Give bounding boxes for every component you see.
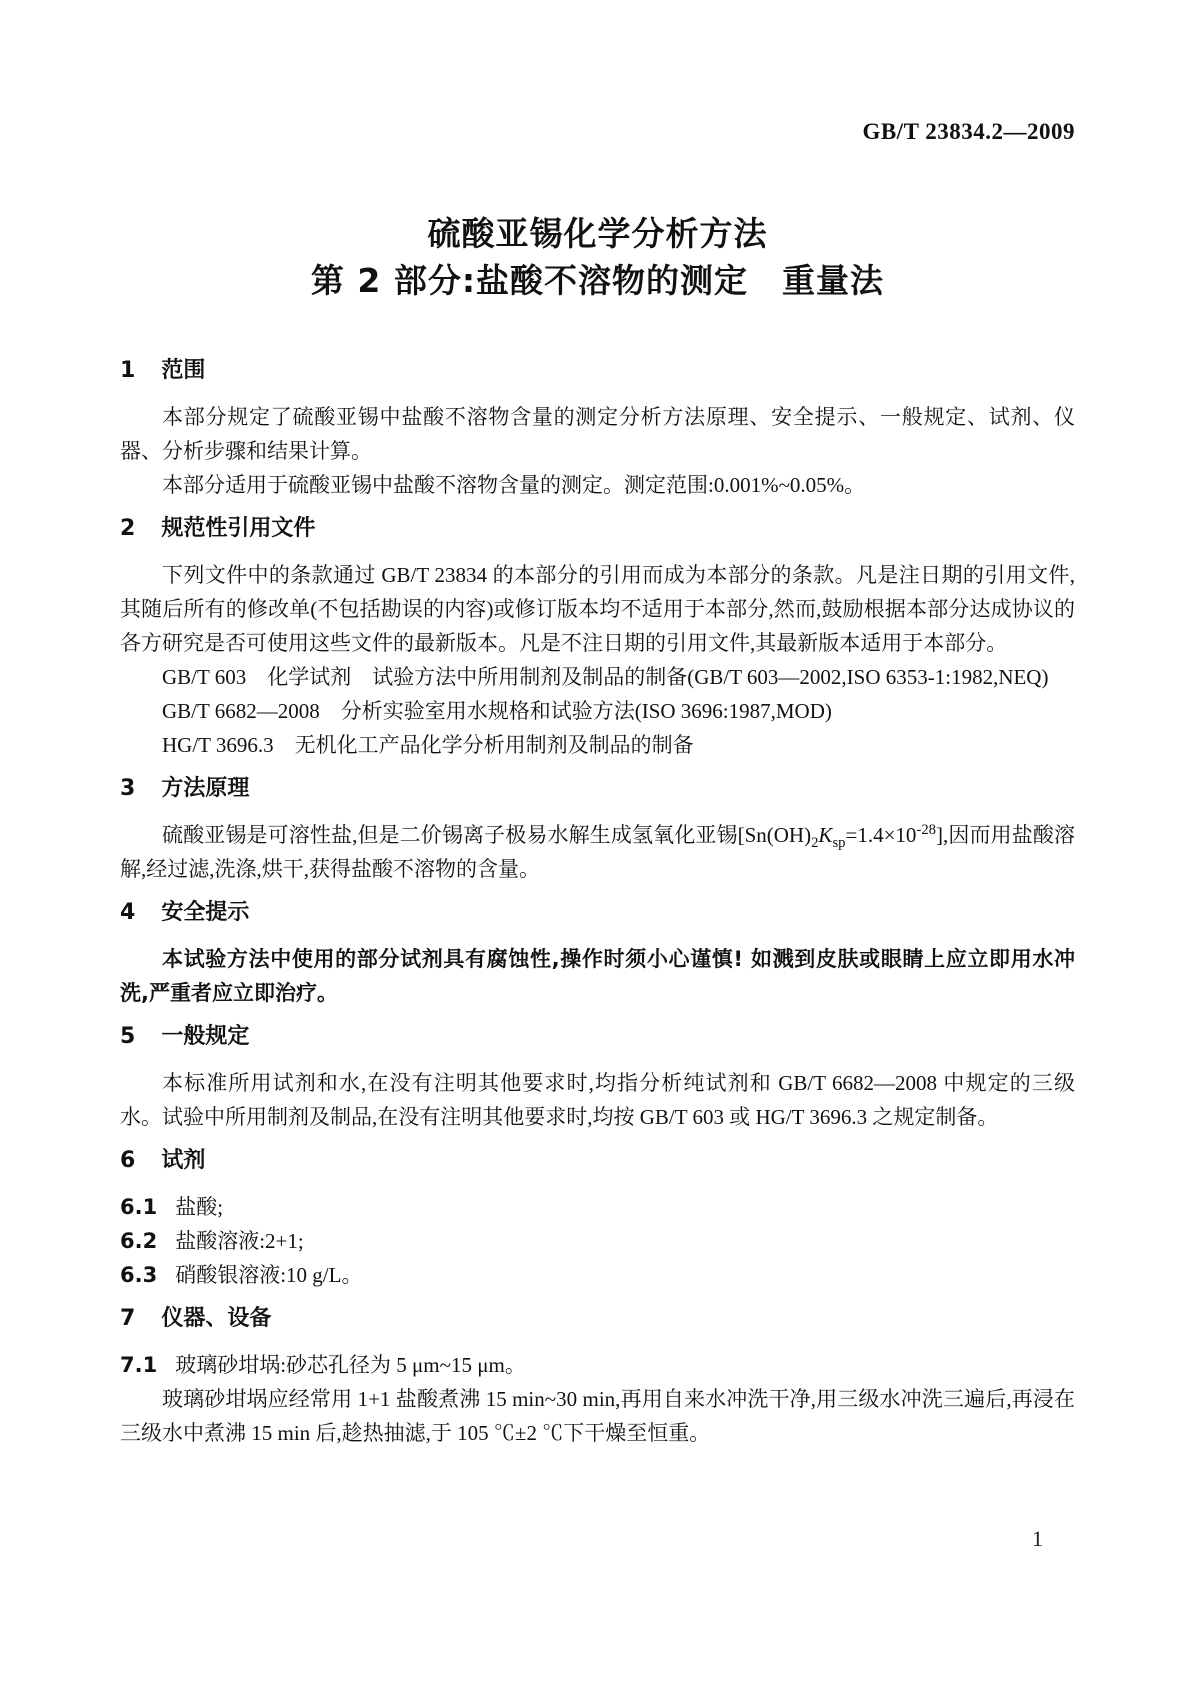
clause-6-3 (120, 1258, 1075, 1292)
clause-6-1 (120, 1190, 1075, 1224)
formula-prefix-text: 硫酸亚锡是可溶性盐,但是二价锡离子极易水解生成氢氧化亚锡[Sn(OH) (162, 823, 812, 847)
section-7-title: 仪器、设备 (161, 1306, 272, 1331)
section-1-number: 1 (120, 358, 136, 383)
formula-exponent: -28 (916, 822, 937, 838)
clause-7-1-text: 玻璃砂坩埚:砂芯孔径为 5 μm~15 μm。 (175, 1353, 526, 1377)
section-5-title: 一般规定 (161, 1024, 250, 1049)
section-7-paragraph-1: 玻璃砂坩埚应经常用 1+1 盐酸煮沸 15 min~30 min,再用自来水冲洗干净,用三级水冲洗三遍后,再浸在三级水中煮沸 15 min 后,趁热抽滤,于 105 ℃±2 ℃下干燥至恒重。 (120, 1387, 1075, 1445)
section-6-title: 试剂 (161, 1148, 206, 1173)
clause-6-1-number: 6.1 (120, 1195, 158, 1219)
formula-value-text: =1.4×10 (845, 823, 917, 847)
clause-6-1-text: 盐酸; (175, 1195, 224, 1219)
clause-6-3-number: 6.3 (120, 1263, 158, 1287)
clause-7-1 (120, 1348, 1075, 1382)
clause-6-2-number: 6.2 (120, 1229, 158, 1253)
section-5-paragraph-1: 本标准所用试剂和水,在没有注明其他要求时,均指分析纯试剂和 GB/T 6682—2008 中规定的三级水。试验中所用制剂及制品,在没有注明其他要求时,均按 GB/T 603 或 HG/T 3696.3 之规定制备。 (120, 1071, 1075, 1129)
section-6-heading (120, 1144, 1075, 1178)
section-7-number: 7 (120, 1306, 136, 1331)
formula-ksp-symbol: K (818, 823, 833, 847)
section-2-number: 2 (120, 516, 136, 541)
section-1-paragraph-1: 本部分规定了硫酸亚锡中盐酸不溶物含量的测定分析方法原理、安全提示、一般规定、试剂、仪器、分析步骤和结果计算。 (120, 405, 1075, 463)
section-3-number: 3 (120, 776, 136, 801)
clause-6-2-text: 盐酸溶液:2+1; (175, 1229, 304, 1253)
doc-title (120, 210, 1075, 304)
section-1-paragraph-2: 本部分适用于硫酸亚锡中盐酸不溶物含量的测定。测定范围:0.001%~0.05%。 (162, 473, 866, 497)
section-1-title: 范围 (161, 358, 206, 383)
section-4-heading (120, 896, 1075, 930)
section-5-heading (120, 1020, 1075, 1054)
formula-suffix-text: ],因而用盐酸溶解,经过滤,洗涤,烘干,获得盐酸不溶物的含量。 (120, 823, 1075, 881)
reference-entry-1: GB/T 603 化学试剂 试验方法中所用制剂及制品的制备(GB/T 603—2002,ISO 6353-1:1982,NEQ) (162, 665, 1049, 689)
section-7-heading (120, 1302, 1075, 1336)
section-1-heading (120, 354, 1075, 388)
section-3-paragraph-1 (120, 818, 1075, 886)
reference-entry-3: HG/T 3696.3 无机化工产品化学分析用制剂及制品的制备 (162, 733, 694, 757)
section-3-heading (120, 772, 1075, 806)
clause-7-1-number: 7.1 (120, 1353, 158, 1377)
section-3-title: 方法原理 (161, 776, 250, 801)
doc-title-line-2: 第 2 部分:盐酸不溶物的测定 重量法 (310, 261, 885, 300)
clause-6-2 (120, 1224, 1075, 1258)
section-2-paragraph-1: 下列文件中的条款通过 GB/T 23834 的本部分的引用而成为本部分的条款。凡是注日期的引用文件,其随后所有的修改单(不包括勘误的内容)或修订版本均不适用于本部分,然而,鼓励根据本部分达成协议的各方研究是否可使用这些文件的最新版本。凡是不注日期的引用文件,其最新版本适用于本部分。 (120, 563, 1075, 655)
section-6-number: 6 (120, 1148, 136, 1173)
doc-code: GB/T 23834.2—2009 (862, 119, 1075, 144)
formula-subscript-2: 2 (811, 835, 819, 852)
section-4-title: 安全提示 (161, 900, 250, 925)
reference-entry-2: GB/T 6682—2008 分析实验室用水规格和试验方法(ISO 3696:1987,MOD) (162, 699, 832, 723)
clause-6-3-text: 硝酸银溶液:10 g/L。 (175, 1263, 363, 1287)
page-number: 1 (1032, 1526, 1043, 1551)
section-4-number: 4 (120, 900, 136, 925)
section-5-number: 5 (120, 1024, 136, 1049)
section-2-title: 规范性引用文件 (161, 516, 316, 541)
formula-subscript-sp: sp (832, 835, 846, 852)
section-2-heading (120, 512, 1075, 546)
safety-warning-paragraph: 本试验方法中使用的部分试剂具有腐蚀性,操作时须小心谨慎! 如溅到皮肤或眼睛上应立即用水冲洗,严重者应立即治疗。 (120, 947, 1075, 1005)
doc-title-line-1: 硫酸亚锡化学分析方法 (427, 214, 768, 253)
